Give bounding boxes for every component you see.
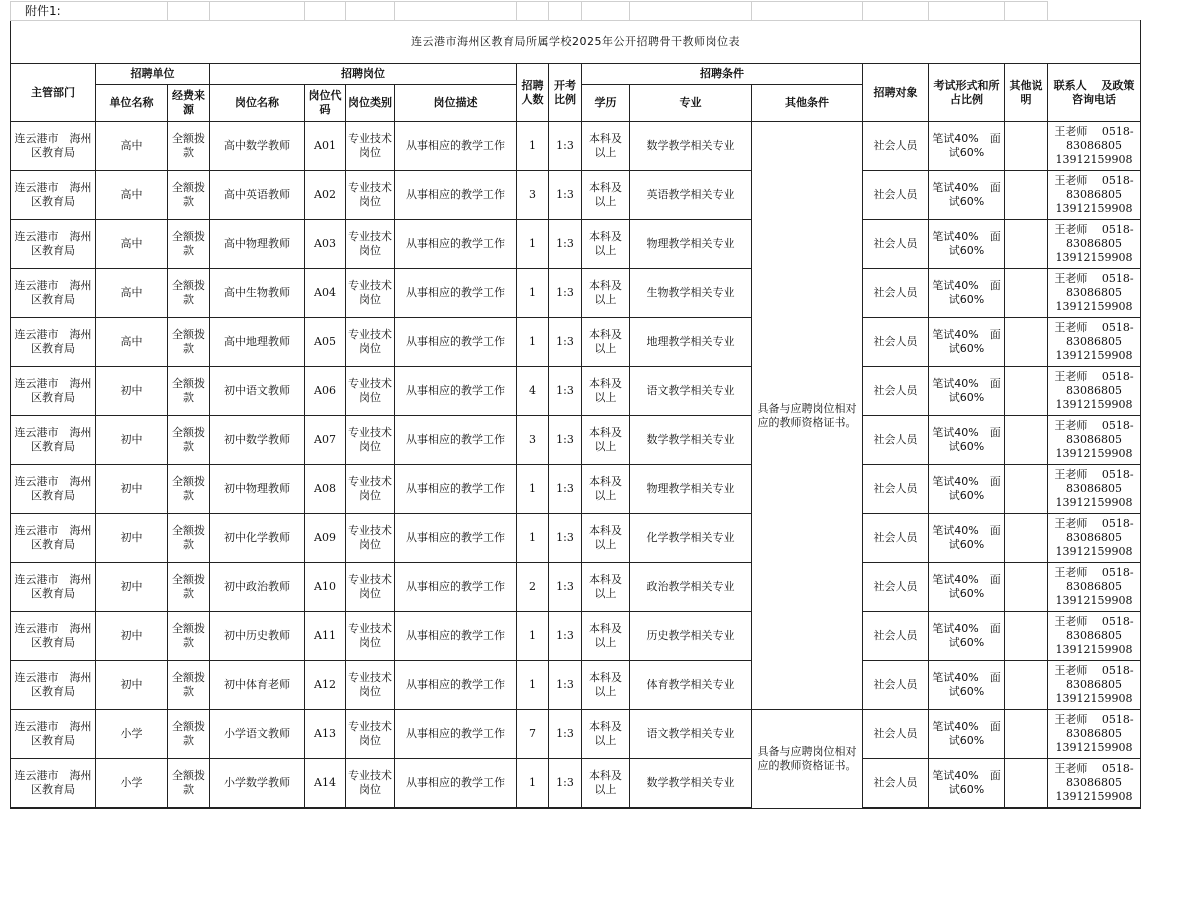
header-exam: 考试形式和所占比例	[929, 64, 1005, 122]
post-desc-cell: 从事相应的教学工作	[395, 514, 517, 563]
ratio-cell: 1:3	[549, 710, 582, 759]
post-code-cell: A03	[305, 220, 346, 269]
education-cell: 本科及以上	[582, 563, 630, 612]
contact-line: 13912159908	[1055, 741, 1133, 754]
funding-cell: 全额拨款	[168, 122, 210, 171]
target-cell: 社会人员	[863, 171, 929, 220]
contact-line: 83086805	[1066, 531, 1122, 544]
header-dept: 主管部门	[11, 64, 96, 122]
dept-cell: 连云港市 海州区教育局	[11, 171, 96, 220]
dept-cell: 连云港市 海州区教育局	[11, 318, 96, 367]
unit-cell: 初中	[96, 514, 168, 563]
funding-cell: 全额拨款	[168, 465, 210, 514]
target-cell: 社会人员	[863, 710, 929, 759]
unit-cell: 高中	[96, 122, 168, 171]
post-name-cell: 小学数学教师	[210, 759, 305, 809]
remarks-cell	[1005, 563, 1048, 612]
post-type-cell: 专业技术岗位	[346, 563, 395, 612]
post-name-cell: 初中化学教师	[210, 514, 305, 563]
ratio-cell: 1:3	[549, 220, 582, 269]
dept-cell: 连云港市 海州区教育局	[11, 612, 96, 661]
count-cell: 1	[517, 220, 549, 269]
contact-line: 83086805	[1066, 629, 1122, 642]
funding-cell: 全额拨款	[168, 514, 210, 563]
unit-cell: 小学	[96, 759, 168, 809]
post-code-cell: A13	[305, 710, 346, 759]
attachment-label: 附件1:	[11, 2, 168, 21]
remarks-cell	[1005, 220, 1048, 269]
count-cell: 1	[517, 122, 549, 171]
target-cell: 社会人员	[863, 661, 929, 710]
dept-cell: 连云港市 海州区教育局	[11, 269, 96, 318]
contact-line: 王老师 0518-	[1054, 125, 1134, 138]
post-type-cell: 专业技术岗位	[346, 612, 395, 661]
target-cell: 社会人员	[863, 318, 929, 367]
dept-cell: 连云港市 海州区教育局	[11, 661, 96, 710]
contact-cell	[1048, 269, 1141, 318]
funding-cell: 全额拨款	[168, 171, 210, 220]
remarks-cell	[1005, 661, 1048, 710]
remarks-cell	[1005, 171, 1048, 220]
post-type-cell: 专业技术岗位	[346, 269, 395, 318]
dept-cell: 连云港市 海州区教育局	[11, 759, 96, 809]
contact-line: 13912159908	[1055, 349, 1133, 362]
contact-cell	[1048, 367, 1141, 416]
unit-cell: 初中	[96, 563, 168, 612]
contact-cell	[1048, 612, 1141, 661]
contact-line: 13912159908	[1055, 300, 1133, 313]
dept-cell: 连云港市 海州区教育局	[11, 220, 96, 269]
table-row	[11, 171, 1141, 220]
post-desc-cell: 从事相应的教学工作	[395, 318, 517, 367]
major-cell: 历史教学相关专业	[630, 612, 752, 661]
funding-cell: 全额拨款	[168, 416, 210, 465]
count-cell: 1	[517, 514, 549, 563]
table-row	[11, 612, 1141, 661]
contact-line: 王老师 0518-	[1054, 223, 1134, 236]
remarks-cell	[1005, 612, 1048, 661]
target-cell: 社会人员	[863, 465, 929, 514]
post-code-cell: A10	[305, 563, 346, 612]
education-cell: 本科及以上	[582, 318, 630, 367]
target-cell: 社会人员	[863, 269, 929, 318]
major-cell: 语文教学相关专业	[630, 710, 752, 759]
contact-line: 83086805	[1066, 139, 1122, 152]
contact-line: 13912159908	[1055, 496, 1133, 509]
post-name-cell: 初中历史教师	[210, 612, 305, 661]
target-cell: 社会人员	[863, 220, 929, 269]
contact-line: 13912159908	[1055, 202, 1133, 215]
education-cell: 本科及以上	[582, 514, 630, 563]
contact-cell	[1048, 661, 1141, 710]
unit-cell: 高中	[96, 220, 168, 269]
table-title: 连云港市海州区教育局所属学校2025年公开招聘骨干教师岗位表	[11, 21, 1141, 64]
target-cell: 社会人员	[863, 563, 929, 612]
ratio-cell: 1:3	[549, 269, 582, 318]
exam-cell: 笔试40% 面试60%	[929, 465, 1005, 514]
post-desc-cell: 从事相应的教学工作	[395, 269, 517, 318]
remarks-cell	[1005, 269, 1048, 318]
major-cell: 政治教学相关专业	[630, 563, 752, 612]
dept-cell: 连云港市 海州区教育局	[11, 465, 96, 514]
post-type-cell: 专业技术岗位	[346, 171, 395, 220]
ratio-cell: 1:3	[549, 759, 582, 809]
exam-cell: 笔试40% 面试60%	[929, 759, 1005, 809]
major-cell: 物理教学相关专业	[630, 220, 752, 269]
dept-cell: 连云港市 海州区教育局	[11, 710, 96, 759]
contact-line: 王老师 0518-	[1054, 174, 1134, 187]
post-name-cell: 高中数学教师	[210, 122, 305, 171]
education-cell: 本科及以上	[582, 171, 630, 220]
contact-cell	[1048, 220, 1141, 269]
major-cell: 数学教学相关专业	[630, 759, 752, 809]
contact-line: 83086805	[1066, 188, 1122, 201]
post-desc-cell: 从事相应的教学工作	[395, 661, 517, 710]
education-cell: 本科及以上	[582, 465, 630, 514]
post-code-cell: A11	[305, 612, 346, 661]
contact-cell	[1048, 710, 1141, 759]
contact-line: 13912159908	[1055, 692, 1133, 705]
major-cell: 物理教学相关专业	[630, 465, 752, 514]
unit-cell: 初中	[96, 367, 168, 416]
post-code-cell: A05	[305, 318, 346, 367]
contact-cell	[1048, 122, 1141, 171]
table-row	[11, 318, 1141, 367]
dept-cell: 连云港市 海州区教育局	[11, 367, 96, 416]
post-name-cell: 初中物理教师	[210, 465, 305, 514]
header-unit-group: 招聘单位	[96, 64, 210, 85]
table-row	[11, 269, 1141, 318]
contact-line: 王老师 0518-	[1054, 615, 1134, 628]
post-code-cell: A09	[305, 514, 346, 563]
dept-cell: 连云港市 海州区教育局	[11, 563, 96, 612]
table-row	[11, 563, 1141, 612]
remarks-cell	[1005, 122, 1048, 171]
count-cell: 3	[517, 171, 549, 220]
major-cell: 英语教学相关专业	[630, 171, 752, 220]
table-row	[11, 122, 1141, 171]
count-cell: 2	[517, 563, 549, 612]
remarks-cell	[1005, 318, 1048, 367]
post-name-cell: 高中生物教师	[210, 269, 305, 318]
major-cell: 化学教学相关专业	[630, 514, 752, 563]
contact-line: 王老师 0518-	[1054, 370, 1134, 383]
contact-cell	[1048, 759, 1141, 809]
post-type-cell: 专业技术岗位	[346, 465, 395, 514]
post-desc-cell: 从事相应的教学工作	[395, 759, 517, 809]
major-cell: 体育教学相关专业	[630, 661, 752, 710]
contact-line: 13912159908	[1055, 398, 1133, 411]
ratio-cell: 1:3	[549, 612, 582, 661]
header-cond-group: 招聘条件	[582, 64, 863, 85]
contact-line: 王老师 0518-	[1054, 713, 1134, 726]
post-name-cell: 初中语文教师	[210, 367, 305, 416]
header-post-code: 岗位代码	[305, 85, 346, 122]
remarks-cell	[1005, 514, 1048, 563]
post-type-cell: 专业技术岗位	[346, 318, 395, 367]
target-cell: 社会人员	[863, 367, 929, 416]
post-desc-cell: 从事相应的教学工作	[395, 367, 517, 416]
header-ratio: 开考比例	[549, 64, 582, 122]
count-cell: 1	[517, 612, 549, 661]
contact-cell	[1048, 171, 1141, 220]
post-name-cell: 高中地理教师	[210, 318, 305, 367]
table-row	[11, 514, 1141, 563]
post-desc-cell: 从事相应的教学工作	[395, 563, 517, 612]
contact-line: 王老师 0518-	[1054, 468, 1134, 481]
count-cell: 4	[517, 367, 549, 416]
contact-cell	[1048, 416, 1141, 465]
post-type-cell: 专业技术岗位	[346, 514, 395, 563]
unit-cell: 初中	[96, 465, 168, 514]
ratio-cell: 1:3	[549, 416, 582, 465]
contact-line: 83086805	[1066, 384, 1122, 397]
dept-cell: 连云港市 海州区教育局	[11, 416, 96, 465]
ratio-cell: 1:3	[549, 514, 582, 563]
contact-line: 83086805	[1066, 678, 1122, 691]
exam-cell: 笔试40% 面试60%	[929, 416, 1005, 465]
post-name-cell: 初中政治教师	[210, 563, 305, 612]
education-cell: 本科及以上	[582, 269, 630, 318]
table-row	[11, 661, 1141, 710]
major-cell: 语文教学相关专业	[630, 367, 752, 416]
major-cell: 生物教学相关专业	[630, 269, 752, 318]
table-row	[11, 367, 1141, 416]
contact-line: 83086805	[1066, 433, 1122, 446]
header-contact: 联系人 及政策咨询电话	[1048, 64, 1141, 122]
post-code-cell: A01	[305, 122, 346, 171]
table-row	[11, 416, 1141, 465]
contact-line: 13912159908	[1055, 153, 1133, 166]
header-post-group: 招聘岗位	[210, 64, 517, 85]
count-cell: 1	[517, 759, 549, 809]
education-cell: 本科及以上	[582, 416, 630, 465]
ratio-cell: 1:3	[549, 122, 582, 171]
post-type-cell: 专业技术岗位	[346, 759, 395, 809]
header-unit-name: 单位名称	[96, 85, 168, 122]
contact-line: 13912159908	[1055, 594, 1133, 607]
contact-line: 13912159908	[1055, 790, 1133, 803]
contact-line: 83086805	[1066, 580, 1122, 593]
funding-cell: 全额拨款	[168, 318, 210, 367]
exam-cell: 笔试40% 面试60%	[929, 514, 1005, 563]
target-cell: 社会人员	[863, 612, 929, 661]
post-desc-cell: 从事相应的教学工作	[395, 710, 517, 759]
contact-line: 13912159908	[1055, 447, 1133, 460]
post-desc-cell: 从事相应的教学工作	[395, 612, 517, 661]
contact-cell	[1048, 465, 1141, 514]
major-cell: 数学教学相关专业	[630, 416, 752, 465]
education-cell: 本科及以上	[582, 661, 630, 710]
header-funding: 经费来源	[168, 85, 210, 122]
table-row	[11, 759, 1141, 809]
contact-line: 83086805	[1066, 727, 1122, 740]
target-cell: 社会人员	[863, 122, 929, 171]
unit-cell: 初中	[96, 612, 168, 661]
post-code-cell: A14	[305, 759, 346, 809]
post-type-cell: 专业技术岗位	[346, 661, 395, 710]
contact-line: 83086805	[1066, 286, 1122, 299]
post-code-cell: A12	[305, 661, 346, 710]
post-type-cell: 专业技术岗位	[346, 220, 395, 269]
dept-cell: 连云港市 海州区教育局	[11, 514, 96, 563]
remarks-cell	[1005, 465, 1048, 514]
post-desc-cell: 从事相应的教学工作	[395, 122, 517, 171]
unit-cell: 高中	[96, 171, 168, 220]
ratio-cell: 1:3	[549, 171, 582, 220]
post-code-cell: A02	[305, 171, 346, 220]
dept-cell: 连云港市 海州区教育局	[11, 122, 96, 171]
post-type-cell: 专业技术岗位	[346, 710, 395, 759]
education-cell: 本科及以上	[582, 367, 630, 416]
ratio-cell: 1:3	[549, 465, 582, 514]
unit-cell: 初中	[96, 661, 168, 710]
exam-cell: 笔试40% 面试60%	[929, 171, 1005, 220]
exam-cell: 笔试40% 面试60%	[929, 563, 1005, 612]
funding-cell: 全额拨款	[168, 710, 210, 759]
header-remarks: 其他说明	[1005, 64, 1048, 122]
post-code-cell: A04	[305, 269, 346, 318]
post-desc-cell: 从事相应的教学工作	[395, 171, 517, 220]
contact-line: 83086805	[1066, 482, 1122, 495]
post-name-cell: 高中物理教师	[210, 220, 305, 269]
funding-cell: 全额拨款	[168, 269, 210, 318]
contact-line: 83086805	[1066, 776, 1122, 789]
contact-line: 王老师 0518-	[1054, 419, 1134, 432]
unit-cell: 高中	[96, 269, 168, 318]
table-row	[11, 220, 1141, 269]
contact-line: 13912159908	[1055, 251, 1133, 264]
remarks-cell	[1005, 416, 1048, 465]
education-cell: 本科及以上	[582, 220, 630, 269]
target-cell: 社会人员	[863, 416, 929, 465]
other-condition-cell: 具备与应聘岗位相对应的教师资格证书。	[752, 122, 863, 710]
post-type-cell: 专业技术岗位	[346, 416, 395, 465]
exam-cell: 笔试40% 面试60%	[929, 318, 1005, 367]
exam-cell: 笔试40% 面试60%	[929, 122, 1005, 171]
funding-cell: 全额拨款	[168, 612, 210, 661]
post-desc-cell: 从事相应的教学工作	[395, 220, 517, 269]
post-name-cell: 小学语文教师	[210, 710, 305, 759]
education-cell: 本科及以上	[582, 122, 630, 171]
header-post-desc: 岗位描述	[395, 85, 517, 122]
header-post-type: 岗位类别	[346, 85, 395, 122]
exam-cell: 笔试40% 面试60%	[929, 710, 1005, 759]
major-cell: 数学教学相关专业	[630, 122, 752, 171]
target-cell: 社会人员	[863, 759, 929, 809]
header-post-name: 岗位名称	[210, 85, 305, 122]
recruitment-table	[10, 1, 1141, 809]
contact-line: 83086805	[1066, 335, 1122, 348]
remarks-cell	[1005, 759, 1048, 809]
contact-line: 13912159908	[1055, 545, 1133, 558]
exam-cell: 笔试40% 面试60%	[929, 612, 1005, 661]
contact-line: 王老师 0518-	[1054, 762, 1134, 775]
contact-line: 83086805	[1066, 237, 1122, 250]
exam-cell: 笔试40% 面试60%	[929, 269, 1005, 318]
contact-line: 王老师 0518-	[1054, 517, 1134, 530]
exam-cell: 笔试40% 面试60%	[929, 220, 1005, 269]
exam-cell: 笔试40% 面试60%	[929, 661, 1005, 710]
funding-cell: 全额拨款	[168, 367, 210, 416]
count-cell: 1	[517, 318, 549, 367]
contact-line: 13912159908	[1055, 643, 1133, 656]
post-name-cell: 初中数学教师	[210, 416, 305, 465]
header-other-cond: 其他条件	[752, 85, 863, 122]
count-cell: 3	[517, 416, 549, 465]
funding-cell: 全额拨款	[168, 220, 210, 269]
post-code-cell: A08	[305, 465, 346, 514]
ratio-cell: 1:3	[549, 661, 582, 710]
education-cell: 本科及以上	[582, 710, 630, 759]
contact-line: 王老师 0518-	[1054, 321, 1134, 334]
count-cell: 1	[517, 269, 549, 318]
count-cell: 7	[517, 710, 549, 759]
post-name-cell: 高中英语教师	[210, 171, 305, 220]
post-desc-cell: 从事相应的教学工作	[395, 416, 517, 465]
post-type-cell: 专业技术岗位	[346, 367, 395, 416]
funding-cell: 全额拨款	[168, 661, 210, 710]
post-code-cell: A06	[305, 367, 346, 416]
education-cell: 本科及以上	[582, 759, 630, 809]
post-name-cell: 初中体育老师	[210, 661, 305, 710]
contact-line: 王老师 0518-	[1054, 566, 1134, 579]
contact-line: 王老师 0518-	[1054, 272, 1134, 285]
contact-line: 王老师 0518-	[1054, 664, 1134, 677]
attachment-row	[11, 2, 1141, 21]
funding-cell: 全额拨款	[168, 563, 210, 612]
table-row	[11, 465, 1141, 514]
header-row-1	[11, 64, 1141, 85]
education-cell: 本科及以上	[582, 612, 630, 661]
funding-cell: 全额拨款	[168, 759, 210, 809]
header-target: 招聘对象	[863, 64, 929, 122]
ratio-cell: 1:3	[549, 563, 582, 612]
count-cell: 1	[517, 465, 549, 514]
header-count: 招聘人数	[517, 64, 549, 122]
remarks-cell	[1005, 710, 1048, 759]
other-condition-cell: 具备与应聘岗位相对应的教师资格证书。	[752, 710, 863, 809]
major-cell: 地理教学相关专业	[630, 318, 752, 367]
target-cell: 社会人员	[863, 514, 929, 563]
table-row	[11, 710, 1141, 759]
remarks-cell	[1005, 367, 1048, 416]
header-education: 学历	[582, 85, 630, 122]
post-code-cell: A07	[305, 416, 346, 465]
header-major: 专业	[630, 85, 752, 122]
ratio-cell: 1:3	[549, 318, 582, 367]
exam-cell: 笔试40% 面试60%	[929, 367, 1005, 416]
ratio-cell: 1:3	[549, 367, 582, 416]
title-row	[11, 21, 1141, 64]
contact-cell	[1048, 318, 1141, 367]
contact-cell	[1048, 514, 1141, 563]
contact-cell	[1048, 563, 1141, 612]
unit-cell: 小学	[96, 710, 168, 759]
count-cell: 1	[517, 661, 549, 710]
unit-cell: 高中	[96, 318, 168, 367]
post-type-cell: 专业技术岗位	[346, 122, 395, 171]
unit-cell: 初中	[96, 416, 168, 465]
post-desc-cell: 从事相应的教学工作	[395, 465, 517, 514]
